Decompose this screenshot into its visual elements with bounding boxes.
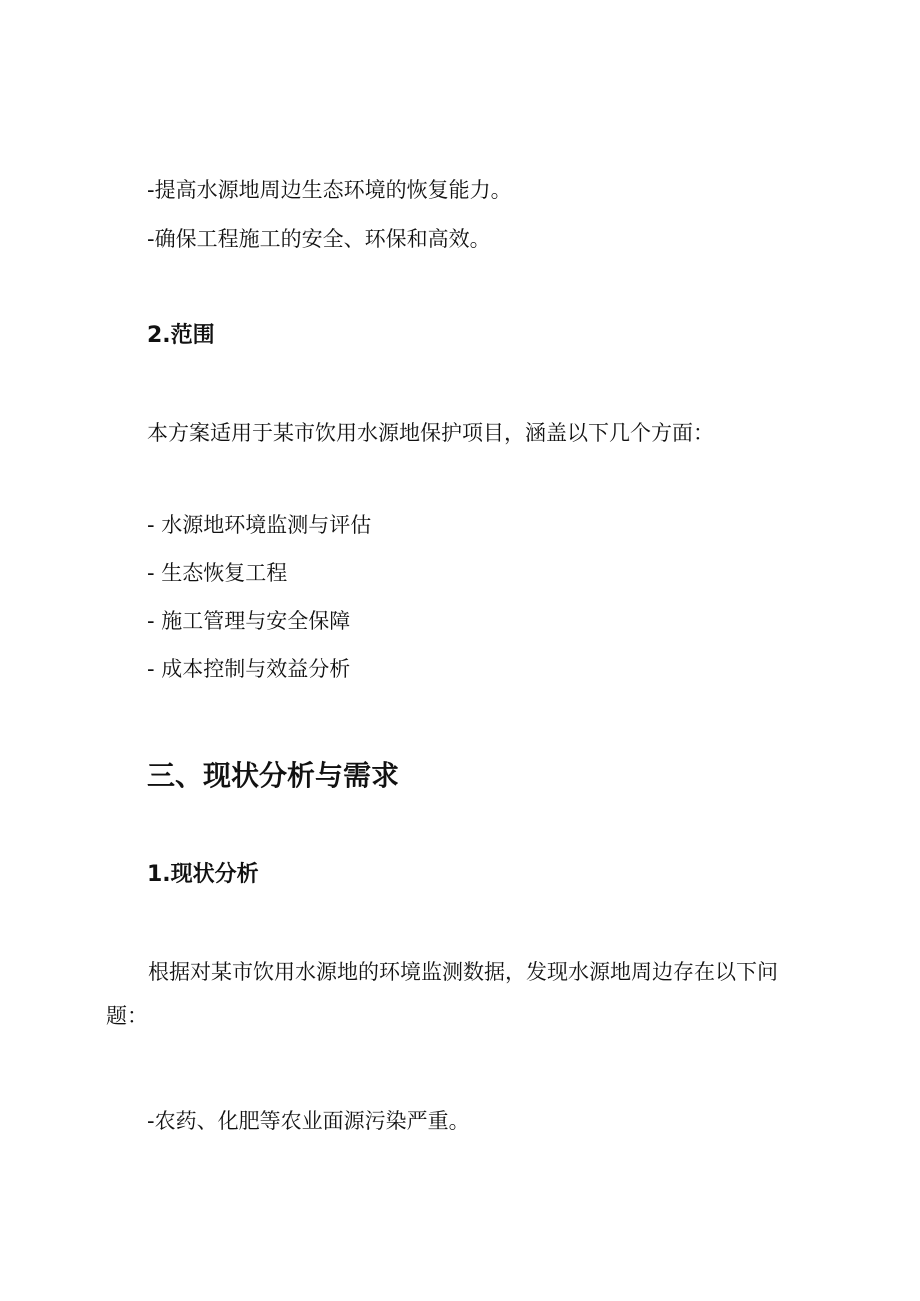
- section-heading-scope: 2.范围: [147, 323, 215, 348]
- scope-intro: 本方案适用于某市饮用水源地保护项目，涵盖以下几个方面：: [147, 421, 714, 445]
- scope-list-item: - 水源地环境监测与评估: [147, 513, 372, 537]
- problem-item: -农药、化肥等农业面源污染严重。: [147, 1109, 470, 1133]
- goal-item: -确保工程施工的安全、环保和高效。: [147, 227, 491, 251]
- section-heading-main: 三、现状分析与需求: [147, 759, 400, 792]
- scope-list-item: - 施工管理与安全保障: [147, 609, 351, 633]
- scope-list-item: - 成本控制与效益分析: [147, 657, 351, 681]
- goal-item: -提高水源地周边生态环境的恢复能力。: [147, 178, 512, 202]
- section-subheading: 1.现状分析: [147, 862, 259, 887]
- analysis-paragraph: 根据对某市饮用水源地的环境监测数据，发现水源地周边存在以下问题：: [106, 960, 778, 1028]
- scope-list-item: - 生态恢复工程: [147, 561, 288, 585]
